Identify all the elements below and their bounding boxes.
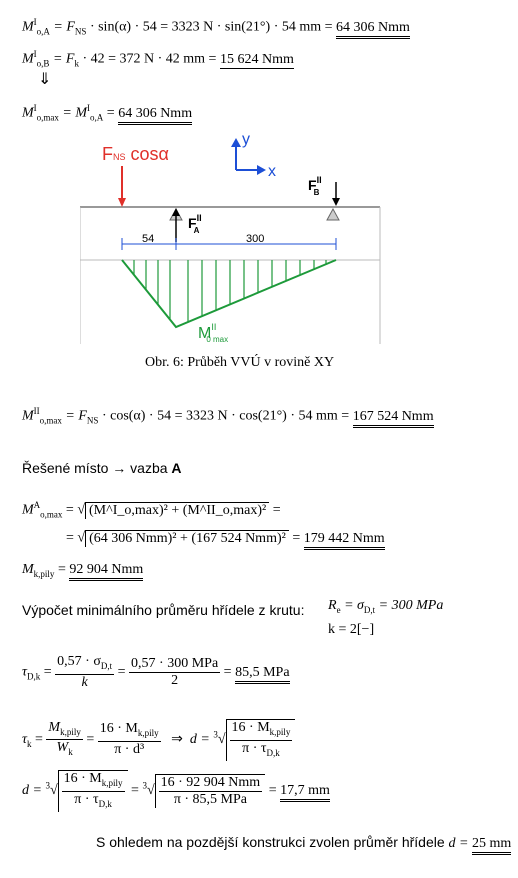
result-resultant: 179 442 Nmm: [304, 531, 385, 550]
equation-moment-ob: $M^I_{o,B} = F_k \cdot 42 = 372$ N · 42 mm = 15 624 Nmm: [22, 49, 294, 69]
equation-torque: $M_{k,pily} = 92$ 904 Nmm: [22, 562, 143, 582]
sqrt-symbol: √: [77, 502, 86, 518]
axis-x-label: x: [268, 163, 276, 180]
dimension-54: 54: [142, 233, 155, 245]
moment-label: $M^{II}$ 0 max: [198, 322, 229, 344]
axis-y-label: y: [242, 132, 250, 148]
force-ns-label: FNS cosα: [102, 144, 169, 164]
dimension-300: 300: [246, 233, 265, 245]
result-allowable-stress: 85,5 MPa: [235, 665, 289, 684]
force-ns-arrowhead: [118, 198, 126, 207]
force-a-arrowhead: [172, 208, 180, 216]
moment-hatching: [134, 260, 326, 322]
result-diameter: 17,7 mm: [280, 783, 330, 802]
figure-caption: Obr. 6: Průběh VVÚ v rovině XY: [145, 355, 335, 370]
result-torque: 92 904 Nmm: [69, 562, 143, 581]
equation-moment-max-1: $M^I_{o,max} = M^I_{o,A} = 64$ 306 Nmm: [22, 100, 192, 125]
safety-factor: k = 2[−]: [328, 622, 375, 637]
final-conclusion: S ohledem na pozdější konstrukci zvolen průměr hřídele d = 25 mm: [96, 834, 511, 852]
result-moment-max-2: 167 524 Nmm: [353, 409, 434, 428]
equation-shear-stress: $\tau_k$ = $\frac{M_{k,pily}}{W_k}$ = $\frac{16 \cdot M_{k,pily}}{\text{π · d³}}$ ⇒ d = $^3$√ $\frac{16 \cdot M_{k,pily}}{\pi \cdot \tau_{D,k}}$: [22, 719, 295, 761]
axis-y-head: [231, 138, 241, 147]
equation-allowable-stress: $\tau_{D,k}$ = $\frac{0,57 \cdot \sigma_{D,t}}{k}$ = $\frac{\text{0,57 · 300 MPa}}{2}$ = 85,5 MPa: [22, 654, 290, 690]
sqrt-symbol: √: [77, 530, 86, 546]
result-final-diameter: 25 mm: [472, 836, 511, 855]
solved-location-text: Řešené místo → vazba A: [22, 460, 182, 476]
equation-moment-oa: $M^I_{o,A} = F_{NS} \cdot \sin(\alpha) \cdot 54 = 3323$ N · sin(21°) · 54 mm = 64 306 Nmm: [22, 14, 410, 39]
result-moment-oa: 64 306 Nmm: [336, 20, 410, 39]
yield-strength: $R_e = \sigma_{D,t} = 300$ MPa: [328, 598, 444, 615]
axis-x-head: [257, 165, 266, 175]
equation-resultant-1: $M^A_{o,max}$ = √ (M^I_o,max)² + (M^II_o,max)² =: [22, 500, 281, 520]
moment-outline: [122, 260, 336, 327]
min-diameter-heading: Výpočet minimálního průměru hřídele z krutu:: [22, 602, 305, 618]
force-b-arrowhead: [332, 198, 340, 206]
moment-diagram: [80, 132, 385, 347]
implies-arrow: ⇓: [38, 71, 52, 88]
result-moment-max-1: 64 306 Nmm: [118, 106, 192, 125]
support-b: [327, 209, 339, 220]
force-a-label: $F^{II}$ A: [188, 213, 202, 235]
equation-moment-max-2: $M^{II}_{o,max} = F_{NS} \cdot \cos(\alpha) \cdot 54 = 3323$ N · cos(21°) · 54 mm = 167 524 Nmm: [22, 403, 434, 428]
result-moment-ob: 15 624 Nmm: [219, 51, 294, 67]
equation-diameter: d = $^3$√ $\frac{16 \cdot M_{k,pily}}{\pi \cdot \tau_{D,k}}$ = $^3$√ $\frac{\text{16 · 92 904 Nmm}}{\text{π · 85,5 MPa}}$ = 17,7 mm: [22, 770, 330, 812]
force-b-label: $F^{II}$ B: [308, 175, 322, 197]
equation-resultant-2: = √ (64 306 Nmm)² + (167 524 Nmm)² = 179 442 Nmm: [66, 530, 385, 547]
